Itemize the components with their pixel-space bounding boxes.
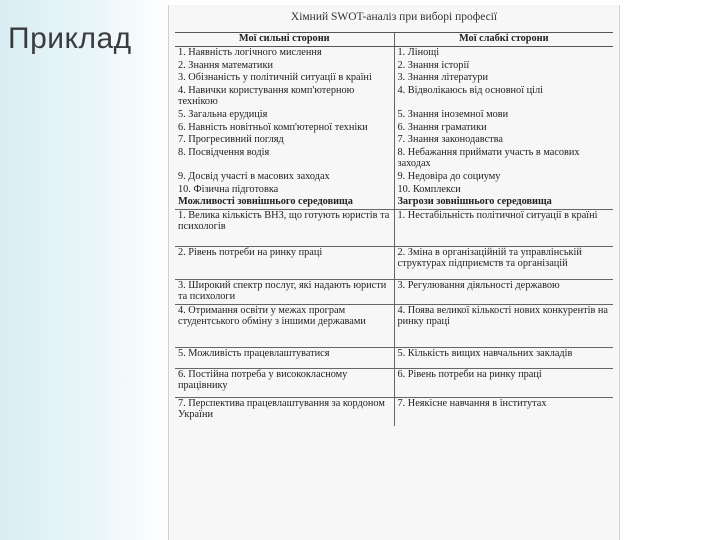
swot-table (175, 32, 613, 426)
opportunitie-item: 3. Широкий спектр послуг, які надають юристи та психологи (175, 280, 394, 305)
threat-item: 7. Неякісне навчання в інститутах (394, 398, 613, 427)
opportunitie-item: 1. Велика кількість ВНЗ, що готують юристів та психологів (175, 210, 394, 247)
strength-item: 1. Наявність логічного мислення (178, 46, 322, 58)
strengths-header: Мої сильні сторони (175, 33, 394, 47)
threat-item: 2. Зміна в організаційній та управлінській структурах підприємств та організацій (394, 247, 613, 280)
table-row (175, 85, 613, 109)
table-row (175, 247, 613, 280)
strength-item: 10. Фізична підготовка (178, 183, 279, 195)
weaknesse-item: 6. Знання граматики (394, 122, 613, 135)
weaknesse-item: 8. Небажання приймати участь в масових заходах (394, 147, 613, 171)
strength-item: 4. Навички користування комп'ютерною технікою (178, 85, 355, 107)
weaknesse-item: 4. Відволікаюсь від основної цілі (394, 85, 613, 109)
table-row (175, 134, 613, 147)
strength-item: 6. Навність новітньої комп'ютерної техніки (178, 121, 368, 133)
opportunitie-item: 6. Постійна потреба у висококласному працівнику (175, 369, 394, 398)
table-row (175, 171, 613, 184)
threat-item: 6. Рівень потреби на ринку праці (394, 369, 613, 398)
weaknesse-item: 2. Знання історії (394, 60, 613, 73)
opportunitie-item: 4. Отримання освіти у межах програм студентського обміну з іншими державами (175, 305, 394, 348)
table-row (175, 60, 613, 73)
threat-item: 5. Кількість вищих навчальних закладів (394, 348, 613, 369)
opportunitie-item: 2. Рівень потреби на ринку праці (175, 247, 394, 280)
weaknesse-item: 3. Знання літератури (394, 72, 613, 85)
table-row (175, 305, 613, 348)
opportunitie-item: 7. Перспектива працевлаштування за кордоном України (175, 398, 394, 427)
strength-item: 8. Посвідчення водія (178, 147, 270, 159)
table-row (175, 46, 613, 59)
opportunities-header: Можливості зовнішнього середовища (178, 196, 353, 208)
threat-item: 3. Регулювання діяльності державою (394, 280, 613, 305)
document-title: Хімний SWOT-аналіз при виборі професії (290, 11, 498, 23)
strength-item: 5. Загальна ерудиція (178, 108, 268, 120)
threats-header: Загрози зовнішнього середовища (394, 196, 613, 209)
table-row (175, 280, 613, 305)
opportunitie-item: 5. Можливість працевлаштуватися (175, 348, 394, 369)
weaknesse-item: 10. Комплекси (394, 184, 613, 197)
strength-item: 3. Обізнаність у політичній ситуації в країні (178, 72, 372, 84)
table-row (175, 369, 613, 398)
threat-item: 4. Поява великої кількості нових конкурентів на ринку праці (394, 305, 613, 348)
table-row (175, 398, 613, 427)
table-row (175, 348, 613, 369)
strength-item: 9. Досвід участі в масових заходах (178, 170, 330, 182)
weaknesse-item: 9. Недовіра до социуму (394, 171, 613, 184)
table-row (175, 147, 613, 171)
threat-item: 1. Нестабільність політичної ситуації в країні (394, 210, 613, 247)
strength-item: 2. Знання математики (178, 59, 273, 71)
table-header-row (175, 33, 613, 47)
table-row (175, 72, 613, 85)
weaknesse-item: 7. Знання законодавства (394, 134, 613, 147)
weaknesses-header: Мої слабкі сторони (394, 33, 613, 47)
table-row (175, 122, 613, 135)
strength-item: 7. Прогресивний погляд (178, 134, 284, 146)
weaknesse-item: 1. Лінощі (394, 46, 613, 59)
table-row (175, 109, 613, 122)
slide-heading: Приклад (8, 22, 132, 55)
document-image (168, 5, 620, 540)
weaknesse-item: 5. Знання іноземної мови (394, 109, 613, 122)
table-row (175, 184, 613, 197)
table-row (175, 210, 613, 247)
table-subheader-row (175, 196, 613, 209)
